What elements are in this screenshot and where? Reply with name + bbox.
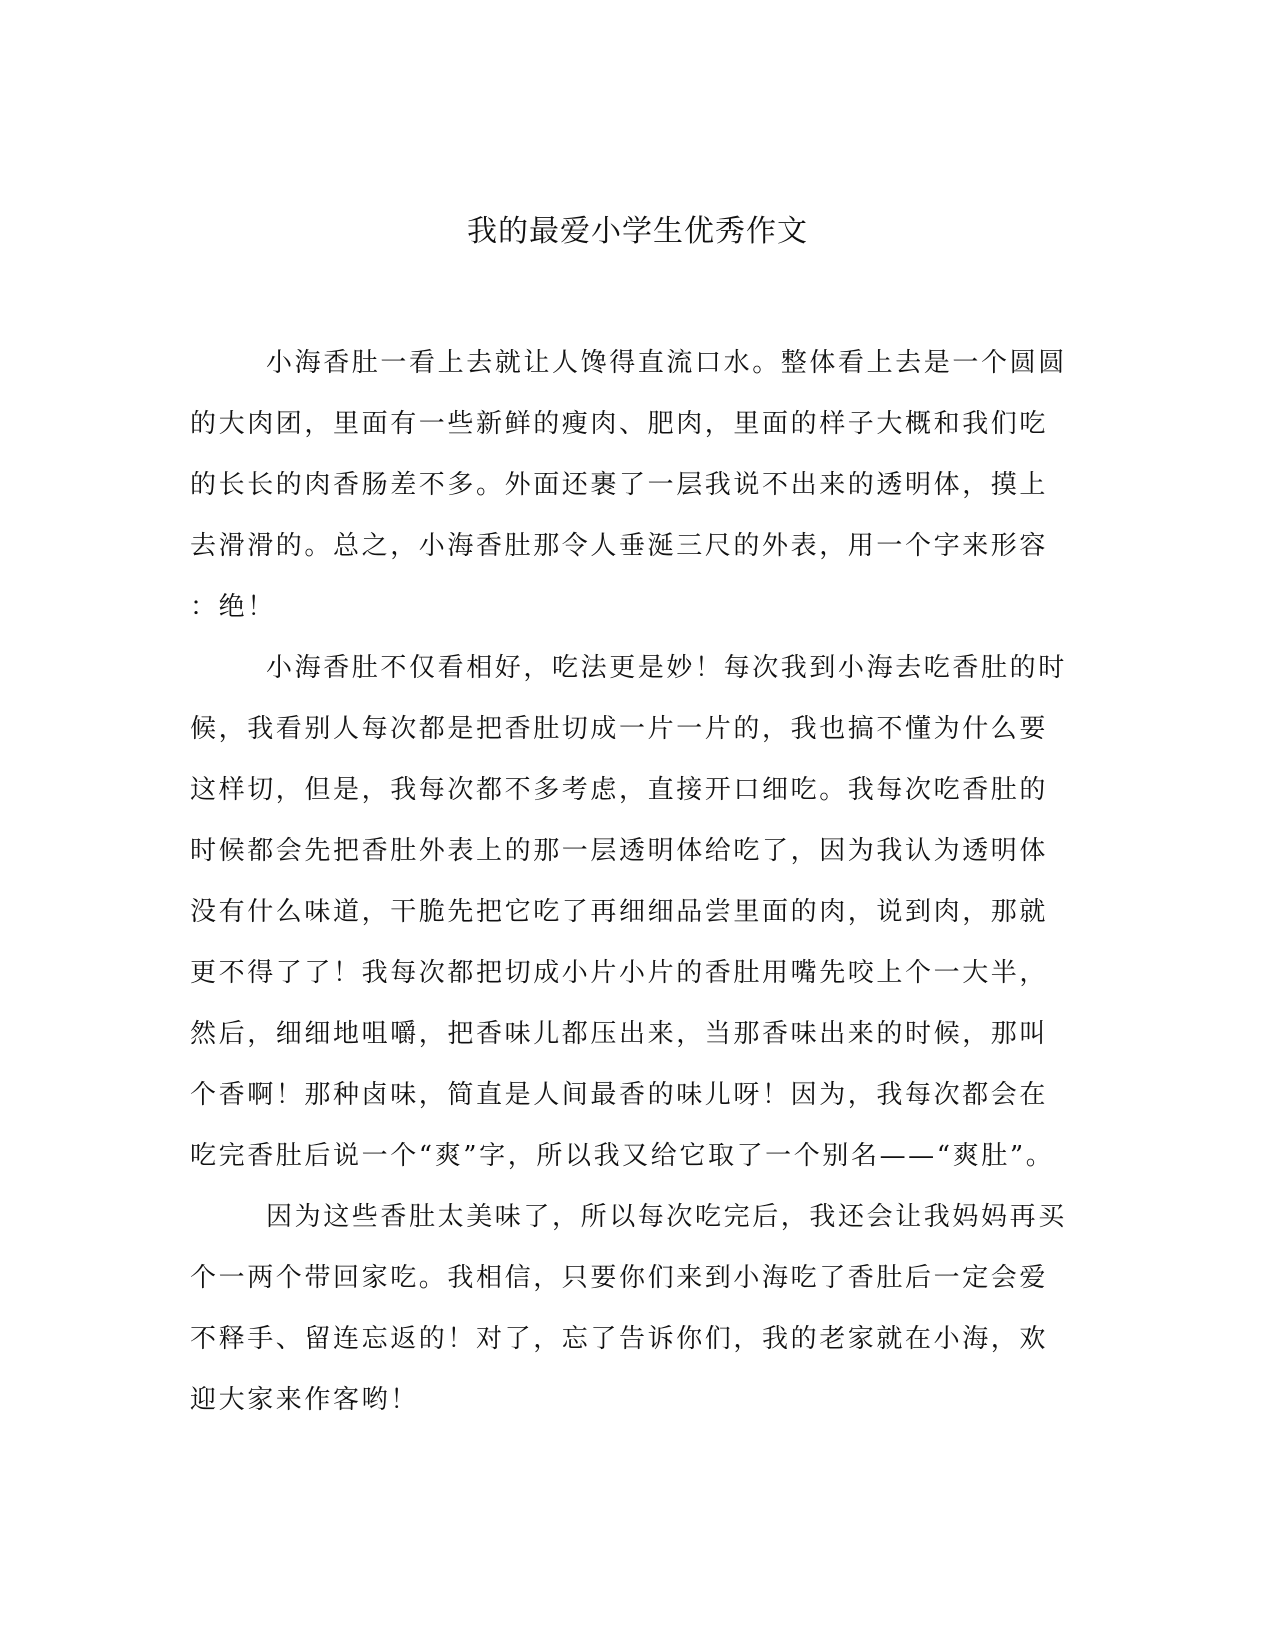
text-line: 去滑滑的。总之，小海香肚那令人垂涎三尺的外表，用一个字来形容 <box>190 531 1049 561</box>
paragraph-1 <box>190 333 1080 638</box>
page-title: 我的最爱小学生优秀作文 <box>467 214 808 249</box>
text-line: 这样切，但是，我每次都不多考虑，直接开口细吃。我每次吃香肚的 <box>190 775 1049 805</box>
text-line: 小海香肚一看上去就让人馋得直流口水。整体看上去是一个圆圆 <box>266 348 1067 378</box>
text-line: 然后，细细地咀嚼，把香味儿都压出来，当那香味出来的时候，那叫 <box>190 1019 1049 1049</box>
text-line: 的大肉团，里面有一些新鲜的瘦肉、肥肉，里面的样子大概和我们吃 <box>190 409 1049 439</box>
text-line: 时候都会先把香肚外表上的那一层透明体给吃了，因为我认为透明体 <box>190 836 1049 866</box>
text-line: 候，我看别人每次都是把香肚切成一片一片的，我也搞不懂为什么要 <box>190 714 1049 744</box>
text-line: 个一两个带回家吃。我相信，只要你们来到小海吃了香肚后一定会爱 <box>190 1263 1049 1293</box>
text-line: 迎大家来作客哟！ <box>190 1385 419 1415</box>
text-line: 吃完香肚后说一个“爽”字，所以我又给它取了一个别名——“爽肚”。 <box>190 1141 1055 1171</box>
essay-body <box>190 333 1080 1431</box>
text-line: 没有什么味道，干脆先把它吃了再细细品尝里面的肉，说到肉，那就 <box>190 897 1049 927</box>
paragraph-3 <box>190 1187 1080 1431</box>
paragraph-2 <box>190 638 1080 1187</box>
text-line: 个香啊！那种卤味，简直是人间最香的味儿呀！因为，我每次都会在 <box>190 1080 1049 1110</box>
text-line: 更不得了了！我每次都把切成小片小片的香肚用嘴先咬上个一大半， <box>190 958 1049 988</box>
text-line: 小海香肚不仅看相好，吃法更是妙！每次我到小海去吃香肚的时 <box>266 653 1067 683</box>
text-line: 不释手、留连忘返的！对了，忘了告诉你们，我的老家就在小海，欢 <box>190 1324 1049 1354</box>
text-line: 的长长的肉香肠差不多。外面还裹了一层我说不出来的透明体，摸上 <box>190 470 1049 500</box>
text-line: 因为这些香肚太美味了，所以每次吃完后，我还会让我妈妈再买 <box>266 1202 1067 1232</box>
text-line: ：绝！ <box>190 592 276 622</box>
